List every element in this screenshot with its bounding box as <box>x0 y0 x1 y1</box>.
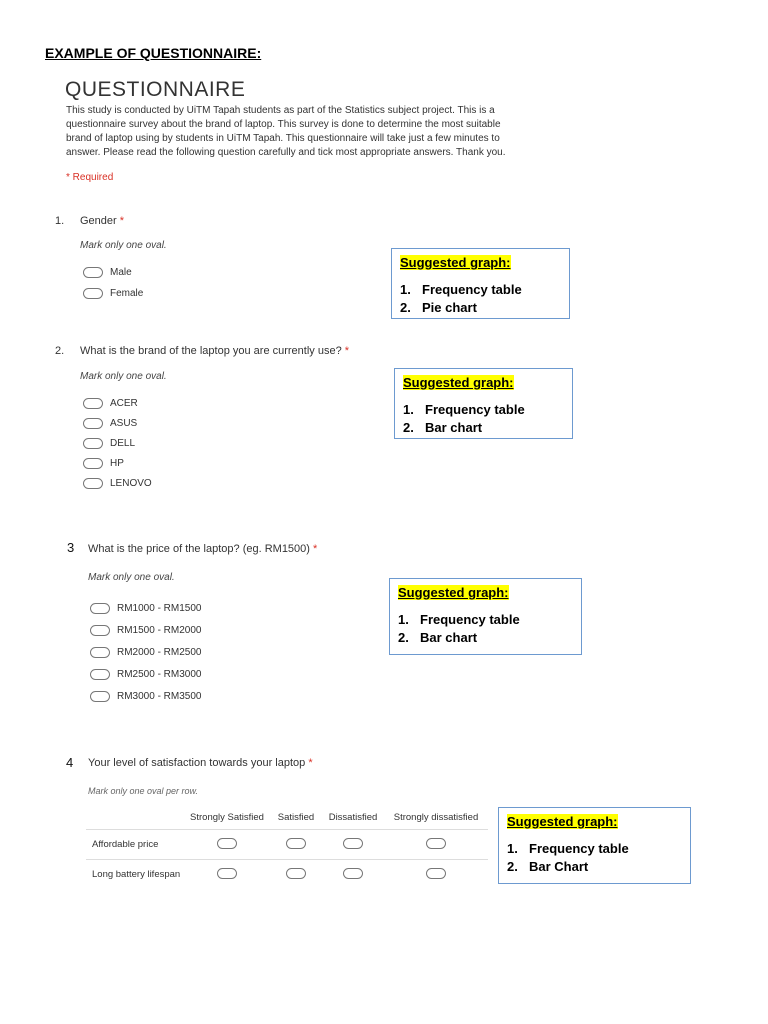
suggested-graph-list <box>403 401 525 437</box>
suggested-graph-box <box>391 248 570 319</box>
suggested-graph-title: Suggested graph: <box>507 814 618 829</box>
form-intro: This study is conducted by UiTM Tapah students as part of the Statistics subject project. This is a questionnaire survey about the brand of laptop. This survey is done to determine the most suitable brand of laptop using by students in UiTM Tapah. This questionnaire will take just a few minutes to answer. Please read the following question carefully and tick most appropriate answers. Thank you. <box>66 105 506 158</box>
radio-oval[interactable] <box>343 868 363 879</box>
radio-option[interactable]: RM3000 - RM3500 <box>90 689 201 703</box>
grid-row-label: Affordable price <box>86 830 184 860</box>
required-mark: * <box>119 215 125 227</box>
question-number: 3 <box>67 540 75 555</box>
radio-option[interactable]: ASUS <box>83 416 152 430</box>
radio-option[interactable]: Male <box>83 265 143 279</box>
radio-oval[interactable] <box>90 647 110 658</box>
grid-row <box>86 860 488 890</box>
required-mark: * <box>313 543 318 555</box>
radio-oval[interactable] <box>90 603 110 614</box>
radio-oval[interactable] <box>83 478 103 489</box>
radio-oval[interactable] <box>83 267 103 278</box>
grid-column-header: Strongly Satisfied <box>190 811 264 823</box>
radio-oval[interactable] <box>426 868 446 879</box>
radio-option[interactable]: RM2500 - RM3000 <box>90 667 201 681</box>
question-options <box>83 396 152 490</box>
suggested-graph-list <box>398 611 520 647</box>
suggested-graph-box <box>389 578 582 655</box>
radio-oval[interactable] <box>83 288 103 299</box>
question-instruction: Mark only one oval per row. <box>88 786 199 796</box>
suggested-graph-item: 1. Frequency table <box>403 402 525 417</box>
question-number: 1. <box>55 215 65 227</box>
radio-oval[interactable] <box>83 458 103 469</box>
question-title: Gender * <box>80 215 125 227</box>
radio-option[interactable]: HP <box>83 456 152 470</box>
grid-corner <box>86 805 184 830</box>
radio-oval[interactable] <box>90 625 110 636</box>
document-heading: EXAMPLE OF QUESTIONNAIRE: <box>45 45 262 61</box>
question-options <box>90 601 201 703</box>
question-instruction: Mark only one oval. <box>80 240 167 251</box>
suggested-graph-box <box>498 807 691 884</box>
question-number: 4 <box>66 755 74 770</box>
question-title: What is the brand of the laptop you are currently use? * <box>80 345 350 357</box>
question-instruction: Mark only one oval. <box>80 371 167 382</box>
radio-option[interactable]: RM2000 - RM2500 <box>90 645 201 659</box>
radio-option[interactable]: LENOVO <box>83 476 152 490</box>
radio-oval[interactable] <box>83 418 103 429</box>
suggested-graph-list <box>507 840 629 876</box>
required-note: * Required <box>66 172 114 183</box>
suggested-graph-item: 1. Frequency table <box>507 841 629 856</box>
suggested-graph-item: 2. Bar Chart <box>507 859 589 874</box>
radio-oval[interactable] <box>217 868 237 879</box>
radio-oval[interactable] <box>343 838 363 849</box>
radio-option[interactable]: ACER <box>83 396 152 410</box>
grid-column-header: Satisfied <box>277 811 315 823</box>
suggested-graph-item: 2. Bar chart <box>403 420 483 435</box>
radio-oval[interactable] <box>286 838 306 849</box>
grid-row-label: Long battery lifespan <box>86 860 184 890</box>
radio-option[interactable]: DELL <box>83 436 152 450</box>
radio-oval[interactable] <box>426 838 446 849</box>
radio-option[interactable]: Female <box>83 286 143 300</box>
form-title: QUESTIONNAIRE <box>65 78 246 101</box>
suggested-graph-box <box>394 368 573 439</box>
suggested-graph-item: 1. Frequency table <box>398 612 520 627</box>
suggested-graph-title: Suggested graph: <box>400 255 511 270</box>
suggested-graph-item: 2. Pie chart <box>400 300 477 315</box>
radio-oval[interactable] <box>83 438 103 449</box>
radio-oval[interactable] <box>286 868 306 879</box>
satisfaction-grid <box>86 805 488 889</box>
radio-oval[interactable] <box>217 838 237 849</box>
suggested-graph-item: 1. Frequency table <box>400 282 522 297</box>
question-title: Your level of satisfaction towards your laptop * <box>88 757 313 769</box>
suggested-graph-title: Suggested graph: <box>398 585 509 600</box>
suggested-graph-title: Suggested graph: <box>403 375 514 390</box>
required-mark: * <box>344 345 350 357</box>
suggested-graph-list <box>400 281 522 317</box>
suggested-graph-item: 2. Bar chart <box>398 630 478 645</box>
radio-oval[interactable] <box>90 669 110 680</box>
question-title: What is the price of the laptop? (eg. RM1500) * <box>88 543 318 555</box>
question-options <box>83 265 143 300</box>
question-number: 2. <box>55 345 65 357</box>
grid-column-header: Strongly dissatisfied <box>393 811 479 823</box>
radio-option[interactable]: RM1500 - RM2000 <box>90 623 201 637</box>
radio-oval[interactable] <box>83 398 103 409</box>
radio-option[interactable]: RM1000 - RM1500 <box>90 601 201 615</box>
grid-column-header: Dissatisfied <box>328 811 378 823</box>
required-mark: * <box>308 757 313 769</box>
question-instruction: Mark only one oval. <box>88 572 175 583</box>
grid-row <box>86 830 488 860</box>
radio-oval[interactable] <box>90 691 110 702</box>
